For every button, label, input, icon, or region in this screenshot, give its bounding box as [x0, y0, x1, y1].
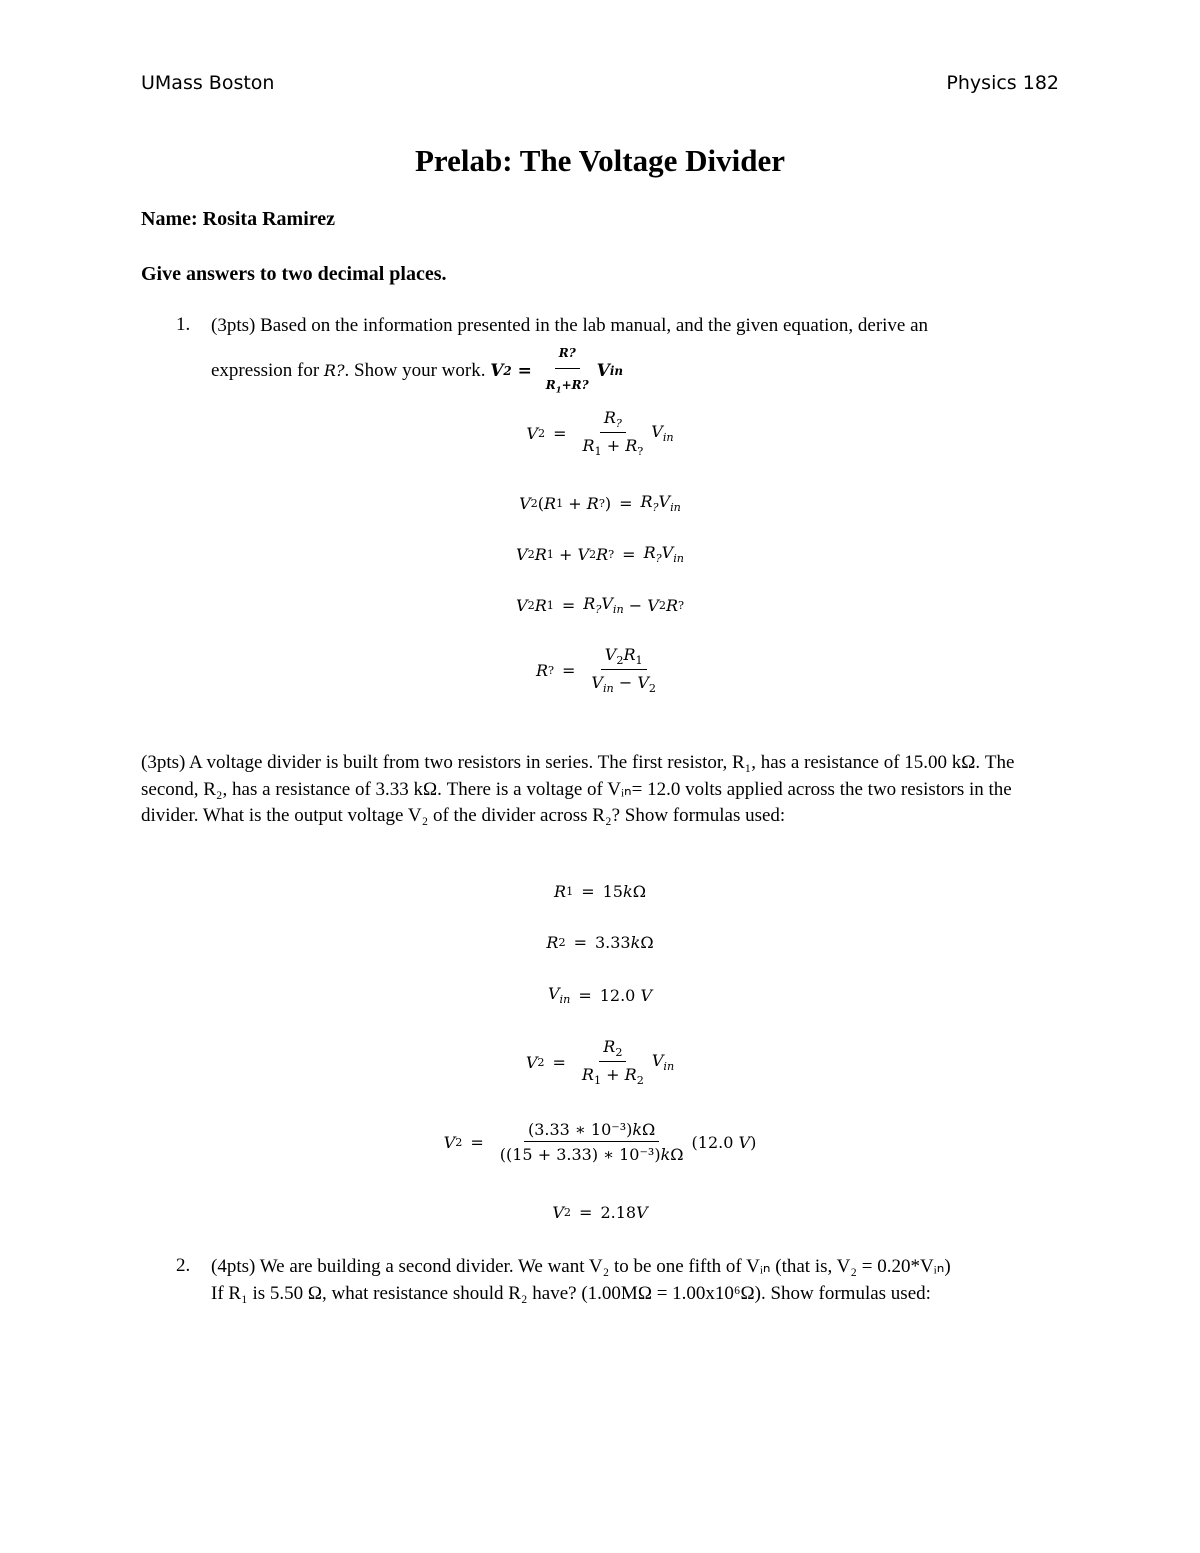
calc-result-value: 2.18: [600, 1203, 637, 1222]
calc-denominator: ((15 + 3.33) ∗ 10⁻³): [499, 1145, 661, 1164]
instruction: Give answers to two decimal places.: [141, 263, 447, 285]
q1-text-c: . Show your work.: [344, 359, 486, 381]
q2-number: 2.: [176, 1255, 191, 1276]
q2-text: [211, 1254, 1081, 1307]
student-name: Name: Rosita Ramirez: [141, 208, 336, 230]
calc-vin-value: 12.0: [599, 985, 636, 1005]
calc-formula: V 2 = $\frac{R_2}{R_1 + R_2}$ $V_{in}$: [525, 1037, 675, 1088]
q1-number: 1.: [176, 314, 191, 335]
q1b-text: (3pts) A voltage divider is built from two resistors in series. The first resistor, R₁, has a resistance of 15.00 kΩ. The second, R₂, has a resistance of 3.33 kΩ. There is a voltage of Vᵢₙ= 12.0 volts applied across the two resistors in the divider. What is the output voltage V₂ of the divider across R₂? Show formulas used:: [141, 752, 1015, 826]
derivation-step-4: V 2 R 1 = $R_?V_{in}$ − V 2 R ?: [516, 594, 684, 617]
q1-text-b: expression for: [211, 359, 320, 381]
q2-line-1: (4pts) We are building a second divider. We want V₂ to be one fifth of Vᵢₙ (that is, V₂ = 0.20*Vᵢₙ): [211, 1256, 951, 1277]
header-left: UMass Boston: [141, 72, 275, 94]
calc-r2: R 2 = 3.33 k Ω: [546, 933, 654, 952]
calc-r1: R 1 = 15 k Ω: [554, 882, 646, 901]
q1-text-a: (3pts) Based on the information presented in the lab manual, and the given equation, derive an: [211, 315, 929, 336]
q1-var: R?: [323, 360, 345, 380]
q2-line-2: If R₁ is 5.50 Ω, what resistance should R₂ have? (1.00MΩ = 1.00x10⁶Ω). Show formulas used:: [211, 1282, 931, 1304]
page-title: Prelab: The Voltage Divider: [415, 143, 785, 178]
derivation-step-1: V 2 = $\frac{R_?}{R_1 + R_?}$ $V_{in}$: [526, 408, 674, 459]
calc-vin: $V_{in}$ = 12.0 V: [547, 984, 653, 1007]
derivation-step-5: R ? = $\frac{V_2R_1}{V_{in} - V_2}$: [535, 645, 657, 696]
q1-text: [211, 313, 1071, 403]
derivation-step-3: V 2 R 1 + V 2 R ? = $R_?V_{in}$: [516, 543, 684, 566]
calc-r1-value: 15: [602, 882, 623, 901]
header-right: Physics 182: [946, 72, 1059, 94]
calc-substitution: V 2 = $\frac{\text{(3.33 ∗ 10⁻³)kΩ}}{\text{((15 + 3.33) ∗ 10⁻³)kΩ}}$ ( 12.0 V ): [443, 1120, 757, 1164]
calc-result: V 2 = 2.18 V: [552, 1203, 648, 1222]
derivation-step-2: V 2 ( R 1 + R ? ) = $R_?V_{in}$: [519, 492, 681, 515]
calc-vin-sub: 12.0: [697, 1132, 734, 1152]
q1-given-equation: V 2 = $\frac{R?}{R_1+R?}$ V in: [490, 340, 623, 403]
calc-r2-value: 3.33: [594, 933, 631, 952]
calc-numerator: (3.33 ∗ 10⁻³): [527, 1120, 633, 1139]
